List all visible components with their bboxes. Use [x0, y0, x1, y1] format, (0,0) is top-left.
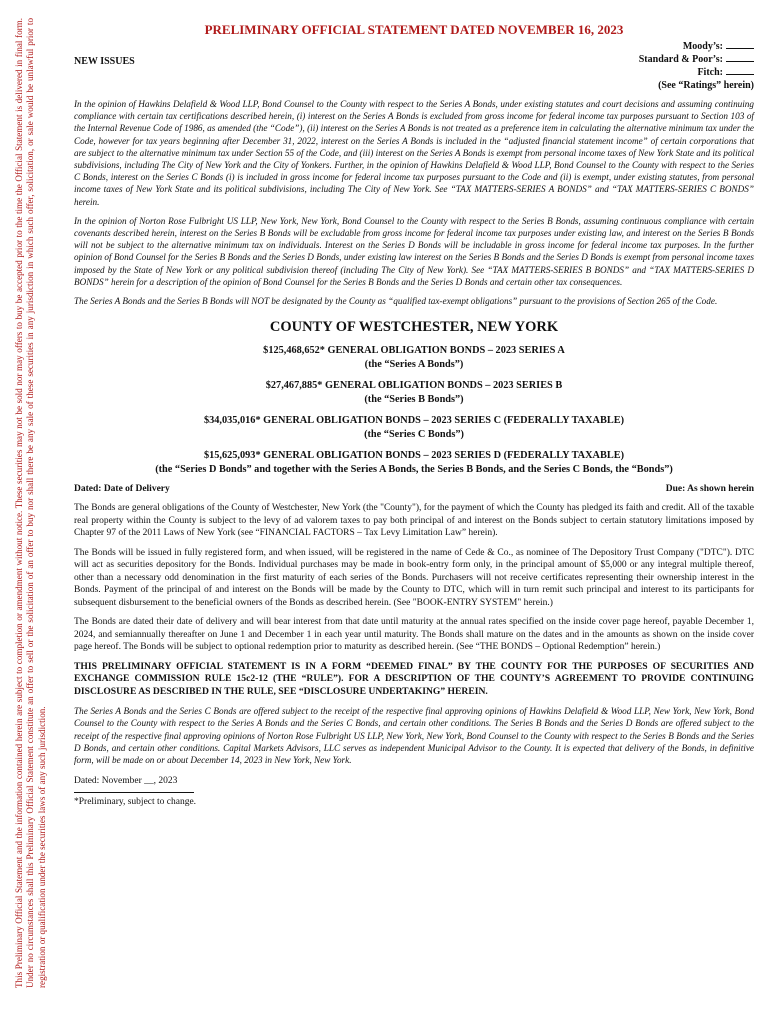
rating-fitch: Fitch: — [639, 66, 754, 79]
red-herring-legend — [14, 18, 74, 988]
ratings-block — [639, 40, 754, 92]
ratings-see-note: (See “Ratings” herein) — [658, 80, 754, 91]
book-entry-paragraph: The Bonds will be issued in fully registered form, and when issued, will be registered in the name of Cede & Co., as nominee of The Depository Trust Company ("DTC"). DTC will act as securities depository for the Bonds. Individual purchases may be made in book-entry form only, in the principal amount of $5,000 or any integral multiple thereof, other than a necessary odd denomination in the first maturity of each series of the Bonds. Purchasers will not receive certificates representing their ownership interest in the Bonds. Payment of the principal of and interest on the Bonds will be made by the County to DTC, which will in turn remit such principal and interest to its participants for subsequent disbursement to the beneficial owners of the Bonds as described herein. (See "BOOK-ENTRY SYSTEM" herein.) — [74, 547, 754, 608]
interest-paragraph: The Bonds are dated their date of delivery and will bear interest from that date until maturity at the annual rates specified on the inside cover page hereof, payable December 1, 2024, and semiannually thereafter on June 1 and December 1 in each year until maturity. The Bonds shall mature on the dates and in the amounts as shown on the inside cover page hereof. The Bonds will be subject to optional redemption prior to maturity as described herein. (See “THE BONDS – Optional Redemption” herein.) — [74, 617, 754, 653]
series-c-title: $34,035,016* GENERAL OBLIGATION BONDS – 2023 SERIES C (FEDERALLY TAXABLE) (the “Series C Bonds”) — [203, 415, 625, 440]
series-d-title: $15,625,093* GENERAL OBLIGATION BONDS – 2023 SERIES D (FEDERALLY TAXABLE) (the “Series D Bonds” and together with the Series A Bonds, the Series B Bonds, and the Series C Bonds, the “Bonds”) — [155, 450, 673, 475]
issuer-title: COUNTY OF WESTCHESTER, NEW YORK — [269, 319, 559, 336]
due-label: Due: As shown herein — [665, 484, 754, 495]
red-herring-text: This Preliminary Official Statement and the information contained herein are subject to completion or amendment without notice. These securities may not be sold nor may offers to buy be accepted prior to the time the Official Statement is delivered in final form. Under no circumstances shall this Preliminary Official Statement constitute an offer to sell or the solicitation of an offer to buy nor shall there be any sale of these securities in any jurisdiction in which such offer, solicitation, or sale would be unlawful prior to registration or qualification under the securities laws of any such jurisdiction. — [14, 18, 47, 988]
series-a-title: $125,468,652* GENERAL OBLIGATION BONDS – 2023 SERIES A (the “Series A Bonds”) — [263, 345, 565, 370]
preliminary-banner: PRELIMINARY OFFICIAL STATEMENT DATED NOVEMBER 16, 2023 — [204, 22, 624, 37]
new-issues-label: NEW ISSUES — [74, 56, 135, 67]
footnote: *Preliminary, subject to change. — [74, 797, 197, 808]
rating-sp: Standard & Poor’s: — [639, 53, 754, 66]
series-b-title: $27,467,885* GENERAL OBLIGATION BONDS – 2023 SERIES B (the “Series B Bonds”) — [265, 380, 563, 405]
qualified-obligations-note: The Series A Bonds and the Series B Bonds will NOT be designated by the County as “qualified tax-exempt obligations” pursuant to the provisions of Section 265 of the Code. — [74, 296, 718, 307]
rating-moodys: Moody’s: — [639, 40, 754, 53]
statement-date: Dated: November __, 2023 — [74, 776, 178, 787]
dated-due-row — [74, 484, 754, 498]
tax-opinion-series-b-d: In the opinion of Norton Rose Fulbright US LLP, New York, New York, Bond Counsel to the County with respect to the Series B Bonds, assuming continuous compliance with certain covenants described herein, interest on the Series B Bonds will be excludable from gross income for federal income tax purposes under existing law, and interest on the Series B Bonds will not be subject to the alternative minimum tax on individuals. Interest on the Series D Bonds will be includable in gross income for federal income tax purposes. In the further opinion of Bond Counsel for the Series B Bonds and the Series D Bonds, under existing law interest on the Series B Bonds and the Series D Bonds is exempt from personal income taxes imposed by the State of New York or any political subdivision thereof (including The City of New York). See “TAX MATTERS-SERIES B BONDS” and “TAX MATTERS-SERIES D BONDS” herein for a description of the opinion of Bond Counsel for the Series B Bonds and the Series D Bonds and certain other tax consequences. — [74, 215, 754, 287]
deemed-final-paragraph: THIS PRELIMINARY OFFICIAL STATEMENT IS IN A FORM “DEEMED FINAL” BY THE COUNTY FOR THE PURPOSES OF SECURITIES AND EXCHANGE COMMISSION RULE 15c2-12 (THE “RULE”). FOR A DESCRIPTION OF THE COUNTY’S AGREEMENT TO PROVIDE CONTINUING DISCLOSURE AS DESCRIBED IN THE RULE, SEE “DISCLOSURE UNDERTAKING” HEREIN. — [74, 660, 754, 697]
offering-conditions-paragraph: The Series A Bonds and the Series C Bonds are offered subject to the receipt of the respective final approving opinions of Hawkins Delafield & Wood LLP, New York, New York, Bond Counsel to the County with respect to the Series A Bonds and the Series C Bonds, and certain other conditions. The Series B Bonds and the Series D Bonds are offered subject to the receipt of the respective final approving opinions of Norton Rose Fulbright US LLP, New York, New York, Bond Counsel to the County with respect to the Series B Bonds and the Series D Bonds, and certain other conditions. Capital Markets Advisors, LLC serves as independent Municipal Advisor to the County. It is expected that delivery of the Bonds, in definitive form, will be made on or about December 14, 2023 in New York, New York. — [74, 706, 754, 766]
cover-page — [74, 22, 754, 807]
header-block — [74, 40, 754, 98]
footnote-divider — [74, 792, 194, 793]
security-paragraph: The Bonds are general obligations of the County of Westchester, New York (the "County"), for the payment of which the County has pledged its faith and credit. All of the taxable real property within the County is subject to the levy of ad valorem taxes to pay both principal of and interest on the Bonds subject to certain statutory limitations imposed by Chapter 97 of the 2011 Laws of New York (see “FINANCIAL FACTORS – Tax Levy Limitation Law” herein). — [74, 503, 754, 539]
dated-label: Dated: Date of Delivery — [74, 484, 170, 495]
tax-opinion-series-a-c: In the opinion of Hawkins Delafield & Wood LLP, Bond Counsel to the County with respect to the Series A Bonds, under existing statutes and court decisions and assuming continuing compliance with certain tax certifications described herein, (i) interest on the Series A Bonds is excluded from gross income for federal income tax purposes pursuant to Section 103 of the Internal Revenue Code of 1986, as amended (the “Code”), (ii) interest on the Series A Bonds is not treated as a preference item in calculating the alternative minimum tax under the Code, however for tax years beginning after December 31, 2022, interest on the Series A Bonds is included in the “adjusted financial statement income” of certain corporations that are subject to the alternative minimum tax under Section 55 of the Code, and (iii) interest on the Series A Bonds is exempt from personal income taxes of New York State and its political subdivisions, including The City of New York and the City of Yonkers. Further, in the opinion of Hawkins Delafield & Wood LLP, Bond Counsel to the County with respect to the Series C Bonds, interest on the Series C Bonds (i) is included in gross income for federal income tax purposes pursuant to the Code and (ii) is exempt, under existing statutes, from personal income taxes of New York State and its political subdivisions, including The City of New York. See “TAX MATTERS-SERIES A BONDS” and “TAX MATTERS-SERIES C BONDS” herein. — [74, 99, 754, 207]
